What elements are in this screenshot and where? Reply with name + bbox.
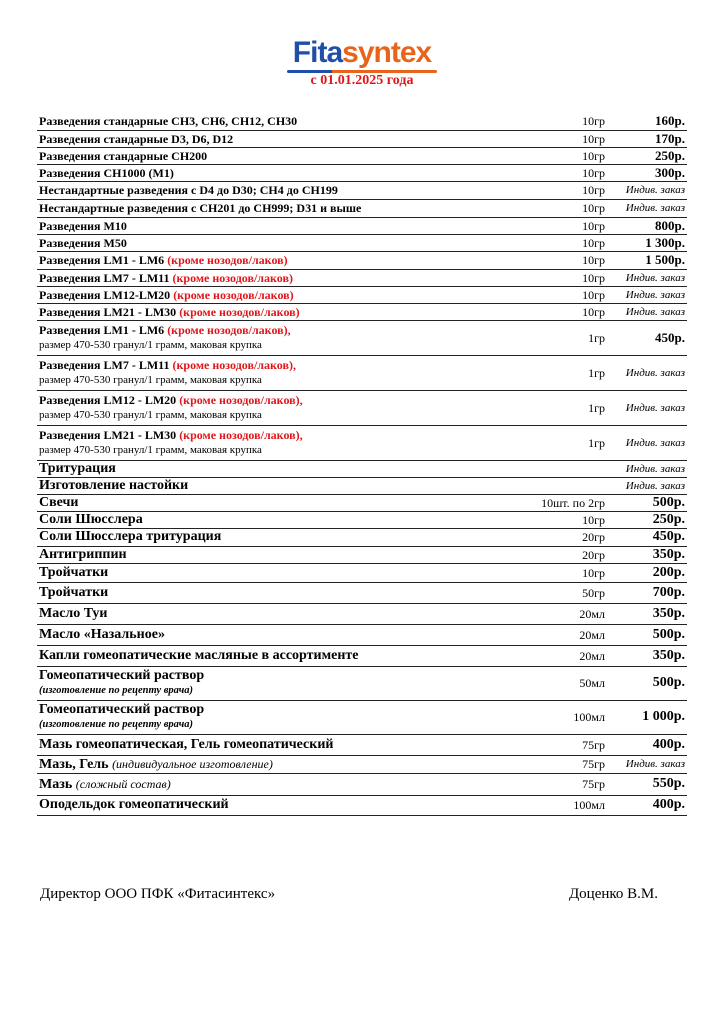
item-name: Нестандартные разведения с D4 до D30; CH4 до CH199	[39, 183, 338, 197]
price-row	[37, 582, 687, 603]
item-name-cell	[37, 390, 517, 425]
item-name: Разведения M10	[39, 218, 127, 233]
price-row	[37, 199, 687, 217]
item-name: Масло «Назальное»	[39, 626, 165, 642]
item-name-cell	[37, 113, 517, 130]
item-quantity: 20мл	[517, 603, 607, 624]
item-name-cell	[37, 546, 517, 563]
item-quantity: 1гр	[517, 355, 607, 390]
item-price: Индив. заказ	[607, 181, 687, 199]
price-row	[37, 666, 687, 700]
item-quantity: 20гр	[517, 528, 607, 546]
price-table-body	[37, 113, 687, 815]
item-name-cell	[37, 147, 517, 164]
price-row	[37, 303, 687, 320]
price-row	[37, 528, 687, 546]
item-name-cell	[37, 181, 517, 199]
item-quantity: 50гр	[517, 582, 607, 603]
price-table	[37, 113, 687, 816]
item-size-note: размер 470-530 гранул/1 грамм, маковая крупка	[39, 374, 262, 386]
exclusion-note: (кроме нозодов/лаков),	[179, 393, 303, 407]
price-row	[37, 511, 687, 528]
price-row	[37, 563, 687, 582]
item-size-note: размер 470-530 гранул/1 грамм, маковая крупка	[39, 409, 262, 421]
exclusion-note: (кроме нозодов/лаков),	[167, 323, 291, 337]
item-name: Соли Шюсслера тритурация	[39, 529, 222, 544]
item-name-cell	[37, 217, 517, 234]
item-price: 550р.	[607, 773, 687, 795]
item-name: Мазь, Гель	[39, 756, 109, 772]
logo-text	[293, 38, 431, 68]
item-price: 500р.	[607, 624, 687, 645]
item-price: 200р.	[607, 563, 687, 582]
price-row	[37, 251, 687, 269]
price-row	[37, 234, 687, 251]
item-price: Индив. заказ	[607, 303, 687, 320]
item-name-cell	[37, 269, 517, 286]
item-name: Антигриппин	[39, 546, 127, 562]
price-row	[37, 546, 687, 563]
item-name: Разведения CH1000 (M1)	[39, 165, 174, 180]
item-name: Разведения стандарные CH200	[39, 148, 208, 163]
item-name: Разведения LM1 - LM6	[39, 253, 165, 267]
price-row	[37, 181, 687, 199]
item-price: Индив. заказ	[607, 269, 687, 286]
item-name: Разведения LM21 - LM30	[39, 428, 177, 442]
item-quantity: 10гр	[517, 511, 607, 528]
item-name-cell	[37, 303, 517, 320]
price-row	[37, 477, 687, 494]
item-quantity: 10гр	[517, 234, 607, 251]
item-quantity: 10гр	[517, 286, 607, 303]
director-name: Доценко В.М.	[568, 886, 658, 902]
item-name: Нестандартные разведения с CH201 до CH999; D31 и выше	[39, 201, 362, 215]
item-name: Соли Шюсслера	[39, 511, 143, 527]
item-quantity: 10гр	[517, 251, 607, 269]
item-price: 350р.	[607, 645, 687, 666]
item-size-note: размер 470-530 гранул/1 грамм, маковая крупка	[39, 444, 262, 456]
price-row	[37, 494, 687, 511]
price-row	[37, 320, 687, 355]
item-name: Разведения LM12-LM20	[39, 287, 171, 302]
price-row	[37, 217, 687, 234]
item-name-cell	[37, 251, 517, 269]
item-price: 400р.	[607, 734, 687, 755]
item-name: Мазь гомеопатическая, Гель гомеопатический	[39, 736, 334, 752]
item-note: (сложный состав)	[75, 776, 171, 791]
item-price: 450р.	[607, 528, 687, 546]
item-name: Тройчатки	[39, 584, 109, 600]
item-name-cell	[37, 755, 517, 773]
price-row	[37, 460, 687, 477]
item-price: Индив. заказ	[607, 425, 687, 460]
item-quantity: 10гр	[517, 199, 607, 217]
item-quantity: 100мл	[517, 700, 607, 734]
item-price: 160р.	[607, 113, 687, 130]
price-row	[37, 147, 687, 164]
item-quantity	[517, 477, 607, 494]
item-quantity: 20мл	[517, 645, 607, 666]
item-price: 350р.	[607, 546, 687, 563]
item-name-cell	[37, 199, 517, 217]
item-price: 1 300р.	[607, 234, 687, 251]
prescription-note: (изготовление по рецепту врача)	[39, 718, 193, 730]
item-name-cell	[37, 494, 517, 511]
item-name-cell	[37, 773, 517, 795]
item-name: Разведения стандарные D3, D6, D12	[39, 131, 234, 146]
prescription-note: (изготовление по рецепту врача)	[39, 684, 193, 696]
item-price: 250р.	[607, 511, 687, 528]
item-price: Индив. заказ	[607, 755, 687, 773]
price-row	[37, 734, 687, 755]
item-price: 300р.	[607, 164, 687, 181]
item-note: (индивидуальное изготовление)	[112, 756, 273, 771]
director-title: Директор ООО ПФК «Фитасинтекс»	[40, 886, 276, 902]
item-name-cell	[37, 425, 517, 460]
item-name: Свечи	[39, 494, 79, 510]
logo	[0, 38, 724, 73]
item-name-cell	[37, 624, 517, 645]
item-name: Разведения LM12 - LM20	[39, 393, 177, 407]
item-price: Индив. заказ	[607, 355, 687, 390]
item-quantity: 50мл	[517, 666, 607, 700]
item-name: Изготовление настойки	[39, 477, 189, 493]
item-quantity: 10гр	[517, 147, 607, 164]
item-name-cell	[37, 234, 517, 251]
item-price: Индив. заказ	[607, 286, 687, 303]
item-quantity: 75гр	[517, 755, 607, 773]
item-price: 700р.	[607, 582, 687, 603]
item-name: Разведения стандарные CH3, CH6, CH12, CH30	[39, 114, 298, 129]
item-name: Капли гомеопатические масляные в ассортименте	[39, 647, 359, 663]
item-name-cell	[37, 734, 517, 755]
item-price: 450р.	[607, 320, 687, 355]
price-row	[37, 164, 687, 181]
item-quantity: 10гр	[517, 164, 607, 181]
item-name-cell	[37, 700, 517, 734]
item-quantity: 10гр	[517, 217, 607, 234]
item-quantity: 1гр	[517, 425, 607, 460]
item-name-cell	[37, 511, 517, 528]
price-row	[37, 269, 687, 286]
item-price: Индив. заказ	[607, 460, 687, 477]
price-row	[37, 425, 687, 460]
price-row	[37, 286, 687, 303]
item-name: Разведения LM1 - LM6	[39, 323, 165, 337]
item-price: 500р.	[607, 494, 687, 511]
item-name-cell	[37, 666, 517, 700]
item-name-cell	[37, 286, 517, 303]
item-quantity: 75гр	[517, 734, 607, 755]
item-name: Разведения M50	[39, 235, 127, 250]
exclusion-note: (кроме нозодов/лаков)	[173, 287, 294, 302]
price-row	[37, 645, 687, 666]
item-name-cell	[37, 582, 517, 603]
item-quantity: 1гр	[517, 390, 607, 425]
item-quantity: 10гр	[517, 269, 607, 286]
item-name-cell	[37, 563, 517, 582]
item-name-cell	[37, 164, 517, 181]
logo-fita: Fita	[292, 36, 343, 69]
item-name-cell	[37, 355, 517, 390]
item-price: 400р.	[607, 795, 687, 815]
item-price: Индив. заказ	[607, 390, 687, 425]
item-name: Разведения LM21 - LM30	[39, 304, 177, 319]
item-price: Индив. заказ	[607, 199, 687, 217]
price-row	[37, 113, 687, 130]
exclusion-note: (кроме нозодов/лаков)	[172, 270, 293, 285]
item-quantity: 20мл	[517, 624, 607, 645]
item-price: 800р.	[607, 217, 687, 234]
price-row	[37, 755, 687, 773]
logo-syntex: syntex	[342, 36, 432, 69]
item-quantity: 100мл	[517, 795, 607, 815]
item-quantity: 10гр	[517, 113, 607, 130]
item-name: Масло Туи	[39, 605, 108, 621]
price-row	[37, 624, 687, 645]
item-price: 1 500р.	[607, 251, 687, 269]
item-name-cell	[37, 460, 517, 477]
exclusion-note: (кроме нозодов/лаков),	[172, 358, 296, 372]
item-quantity: 10гр	[517, 303, 607, 320]
item-quantity: 10шт. по 2гр	[517, 494, 607, 511]
item-name: Гомеопатический раствор	[39, 667, 205, 683]
item-quantity: 10гр	[517, 181, 607, 199]
item-quantity: 20гр	[517, 546, 607, 563]
item-size-note: размер 470-530 гранул/1 грамм, маковая крупка	[39, 339, 262, 351]
item-name: Мазь	[39, 776, 73, 792]
item-name: Тритурация	[39, 460, 116, 476]
item-quantity: 10гр	[517, 130, 607, 147]
item-name: Тройчатки	[39, 564, 109, 580]
item-name: Оподельдок гомеопатический	[39, 797, 229, 812]
exclusion-note: (кроме нозодов/лаков),	[179, 428, 303, 442]
item-quantity: 1гр	[517, 320, 607, 355]
item-price: 170р.	[607, 130, 687, 147]
price-row	[37, 603, 687, 624]
item-name-cell	[37, 130, 517, 147]
item-name: Гомеопатический раствор	[39, 701, 205, 717]
item-name-cell	[37, 795, 517, 815]
exclusion-note: (кроме нозодов/лаков)	[179, 304, 300, 319]
item-price: 500р.	[607, 666, 687, 700]
effective-date: с 01.01.2025 года	[310, 73, 414, 88]
item-name: Разведения LM7 - LM11	[39, 358, 170, 372]
price-row	[37, 355, 687, 390]
item-price: 1 000р.	[607, 700, 687, 734]
price-row	[37, 773, 687, 795]
item-name: Разведения LM7 - LM11	[39, 270, 170, 285]
price-row	[37, 130, 687, 147]
item-price: 250р.	[607, 147, 687, 164]
item-price: 350р.	[607, 603, 687, 624]
item-name-cell	[37, 477, 517, 494]
item-name-cell	[37, 645, 517, 666]
price-row	[37, 390, 687, 425]
item-name-cell	[37, 528, 517, 546]
exclusion-note: (кроме нозодов/лаков)	[167, 253, 288, 267]
item-quantity: 75гр	[517, 773, 607, 795]
price-row	[37, 795, 687, 815]
price-row	[37, 700, 687, 734]
item-quantity: 10гр	[517, 563, 607, 582]
item-name-cell	[37, 603, 517, 624]
item-price: Индив. заказ	[607, 477, 687, 494]
item-name-cell	[37, 320, 517, 355]
item-quantity	[517, 460, 607, 477]
